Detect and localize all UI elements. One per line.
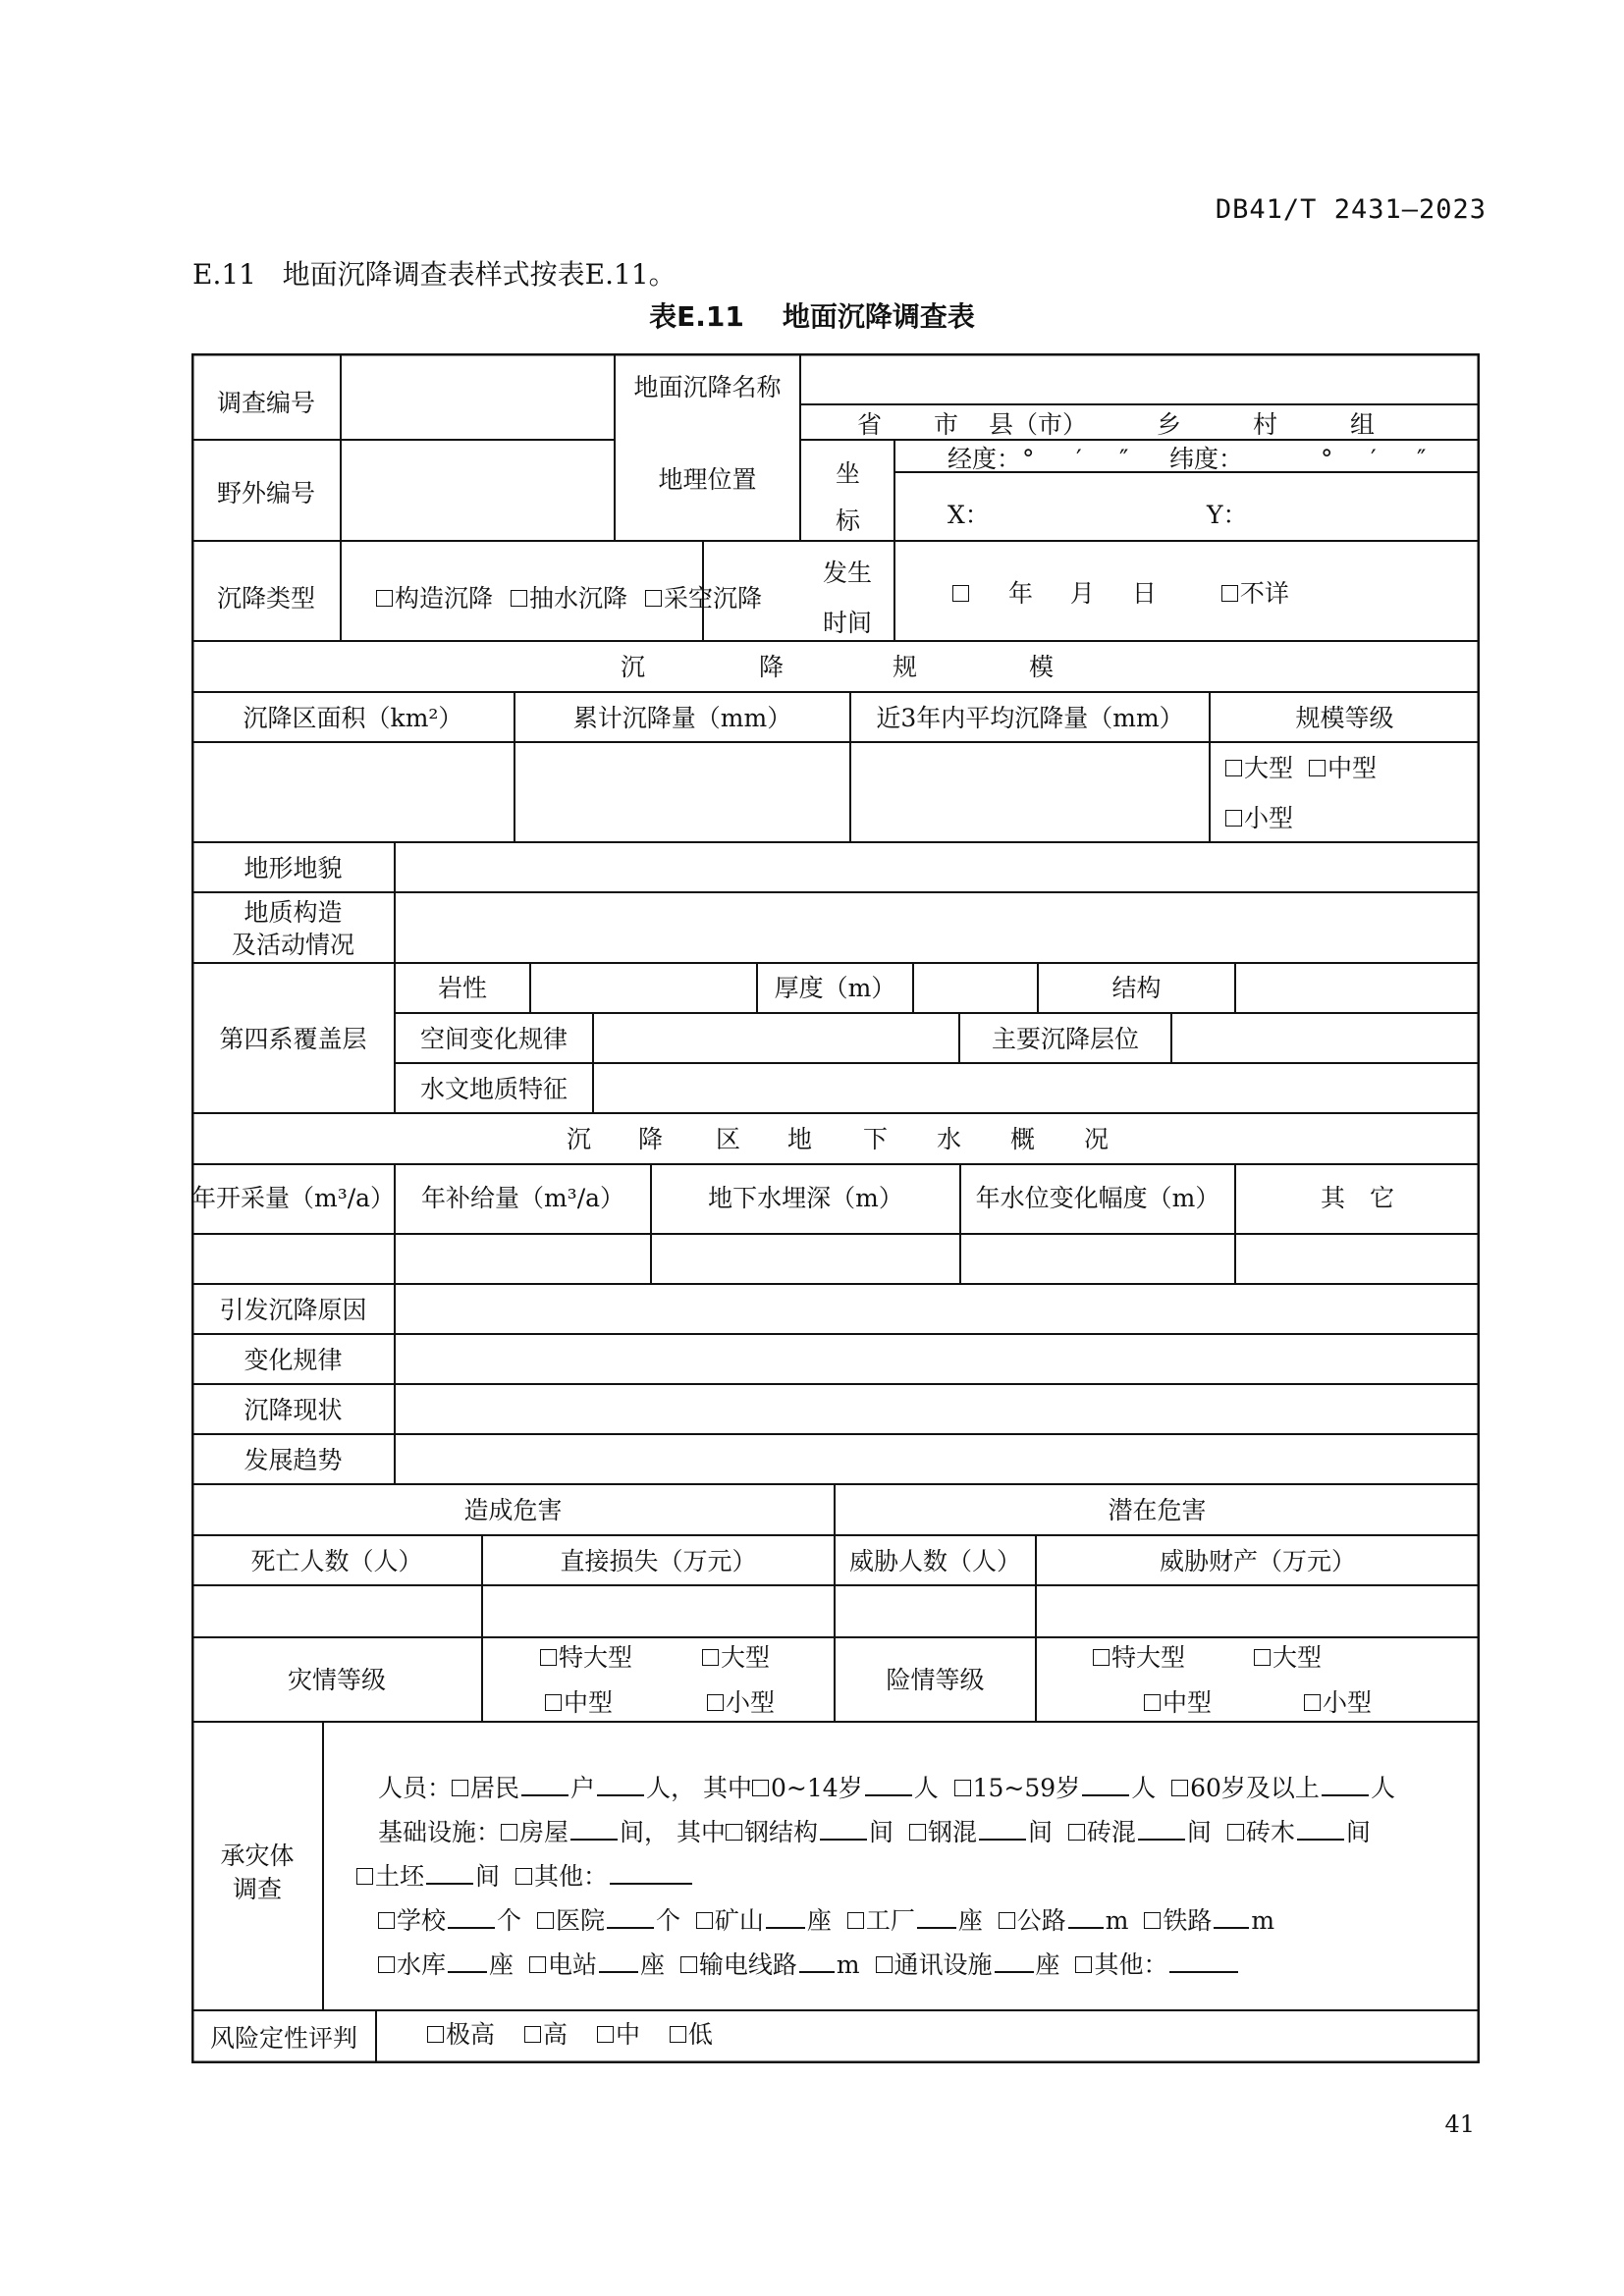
carrier-line-utilities [378,1949,1240,1977]
city-label: 市 [934,410,959,439]
disaster-opt-4-label: 小型 [726,1688,776,1717]
station-blank[interactable] [599,1949,638,1973]
house-jian: 间 [620,1818,645,1846]
lat-deg: ° [1321,445,1333,473]
factory-zuo: 座 [957,1906,983,1935]
date-fields [952,581,1289,606]
danger-opt-2 [1254,1645,1322,1670]
earth-label: 土坯 [375,1862,425,1891]
age1-blank[interactable] [865,1773,912,1796]
earth-blank[interactable] [426,1861,473,1885]
type-option-3: 采空沉降 [663,584,762,613]
village-label: 村 [1253,410,1278,439]
lon-min: ′ [1076,445,1082,473]
extract-header: 年开采量（m³/a） [191,1184,396,1212]
brick-jian: 间 [1186,1818,1212,1846]
danger-checkbox-4[interactable] [1304,1694,1321,1711]
cum-header: 累计沉降量（mm） [572,704,792,732]
loss-header: 直接损失（万元） [560,1547,757,1575]
among-label-2: 其中 [677,1818,727,1846]
factory-checkbox[interactable] [847,1912,864,1929]
gw-char-5: 下 [863,1125,889,1153]
others-blank[interactable] [610,1861,692,1885]
comm-label: 通讯设施 [893,1950,993,1979]
danger-checkbox-1[interactable] [1093,1649,1110,1666]
area-header: 沉降区面积（km²） [243,704,463,732]
grade-options-row2 [1225,806,1293,830]
threat-property-header: 威胁财产（万元） [1159,1547,1356,1575]
type-option-1: 构造沉降 [395,584,494,613]
lat-min: ′ [1371,445,1377,473]
scale-char-2: 降 [759,653,785,681]
day-label: 日 [1131,579,1157,608]
cause-label: 引发沉降原因 [219,1296,367,1324]
road-label: 公路 [1016,1906,1066,1935]
risk-checkbox-4[interactable] [670,2026,686,2043]
danger-opt-4-label: 小型 [1323,1688,1373,1717]
power-checkbox[interactable] [680,1956,697,1973]
wood-jian: 间 [1345,1818,1371,1846]
danger-checkbox-2[interactable] [1254,1649,1271,1666]
reservoir-label: 水库 [397,1950,447,1979]
others2-checkbox[interactable] [1075,1956,1092,1973]
lon-sec: ″ [1119,445,1129,473]
status-label: 沉降现状 [244,1396,343,1424]
station-checkbox[interactable] [529,1956,546,1973]
trend-label: 发展趋势 [244,1446,343,1474]
thickness-label: 厚度（m） [774,974,896,1002]
hu-label: 户 [570,1774,596,1802]
mine-blank[interactable] [766,1905,805,1929]
page-number: 41 [1444,2110,1475,2138]
grade-small: 小型 [1244,804,1294,832]
risk-opt-3: 中 [615,2020,640,2049]
reservoir-blank[interactable] [448,1949,487,1973]
disaster-opt-3-label: 中型 [564,1688,614,1717]
hospital-blank[interactable] [607,1905,654,1929]
terrain-label: 地形地貌 [244,854,343,882]
danger-opt-4 [1304,1690,1372,1715]
rc-blank[interactable] [979,1817,1026,1841]
rc-jian: 间 [1027,1818,1053,1846]
town-label: 乡 [1157,410,1182,439]
risk-opt-2: 高 [542,2020,568,2049]
age1-ren: 人 [913,1774,939,1802]
age3-label: 60岁及以上 [1190,1774,1320,1802]
carrier-line-earth [356,1861,694,1889]
type-option-2: 抽水沉降 [528,584,627,613]
school-blank[interactable] [448,1905,495,1929]
house-label: 房屋 [519,1818,569,1846]
rail-checkbox[interactable] [1144,1912,1161,1929]
harm-potential-header: 潜在危害 [1108,1496,1207,1524]
deaths-header: 死亡人数（人） [250,1547,423,1575]
risk-options [427,2022,713,2047]
type-checkbox-1[interactable] [376,590,393,607]
road-blank[interactable] [1068,1905,1104,1929]
age1-checkbox[interactable] [752,1780,769,1796]
steel-blank[interactable] [820,1817,867,1841]
disaster-opt-2-label: 大型 [721,1643,771,1672]
danger-opt-3-label: 中型 [1163,1688,1213,1717]
grade-checkbox-medium[interactable] [1309,760,1326,776]
other-header: 其 它 [1320,1184,1394,1212]
steel-checkbox[interactable] [726,1824,742,1841]
time-label-1: 发生 [822,559,872,587]
others2-blank[interactable] [1169,1949,1238,1973]
scale-char-4: 模 [1029,653,1055,681]
coord-label-1: 坐 [836,459,861,488]
carrier-line-facilities [378,1905,1274,1933]
mine-zuo: 座 [806,1906,832,1935]
unknown-label: 不详 [1239,579,1289,608]
structure-label: 结构 [1111,974,1162,1002]
res-persons-blank[interactable] [597,1773,644,1796]
main-layer-label: 主要沉降层位 [991,1025,1139,1053]
grade-header: 规模等级 [1295,704,1394,732]
recharge-header: 年补给量（m³/a） [420,1184,625,1212]
rail-m: m [1251,1906,1275,1935]
harm-caused-header: 造成危害 [463,1496,563,1524]
danger-opt-1-label: 特大型 [1111,1643,1186,1672]
lithology-label: 岩性 [437,974,487,1002]
month-label: 月 [1069,579,1095,608]
carrier-line-people: 人员： 居民 户 人， 其中 0~14岁 人 15~59岁 人 60岁及以上 人 [378,1774,1395,1802]
disaster-checkbox-3[interactable] [545,1694,562,1711]
rc-label: 钢混 [927,1818,977,1846]
disaster-opt-2 [702,1645,770,1670]
comm-blank[interactable] [995,1949,1034,1973]
danger-opt-1 [1093,1645,1185,1670]
date-checkbox[interactable] [952,585,969,602]
age3-checkbox[interactable] [1171,1780,1188,1796]
danger-opt-3 [1144,1690,1212,1715]
hospital-label: 医院 [555,1906,605,1935]
res-households-blank[interactable] [521,1773,568,1796]
age2-label: 15~59岁 [972,1774,1081,1802]
among-label: 其中 [703,1774,753,1802]
grade-checkbox-small[interactable] [1225,810,1242,827]
survey-form [191,353,1480,2063]
danger-grade-label: 险情等级 [886,1666,985,1694]
station-label: 电站 [547,1950,597,1979]
ren-label: 人 [646,1774,672,1802]
danger-checkbox-3[interactable] [1144,1694,1161,1711]
lat-sec: ″ [1417,445,1427,473]
type-label: 沉降类型 [216,584,315,613]
rc-checkbox[interactable] [909,1824,926,1841]
mine-checkbox[interactable] [696,1912,713,1929]
road-m: m [1105,1906,1129,1935]
rail-label: 铁路 [1163,1906,1213,1935]
pattern-label: 变化规律 [244,1346,343,1374]
wood-checkbox[interactable] [1227,1824,1244,1841]
brick-checkbox[interactable] [1068,1824,1085,1841]
clause-text [192,253,677,293]
latitude-label: 纬度： [1169,445,1244,473]
unknown-checkbox[interactable] [1221,585,1238,602]
survey-no-label: 调查编号 [216,389,315,417]
location-label: 地理位置 [658,465,757,494]
group-label: 组 [1350,410,1376,439]
disaster-grade-label: 灾情等级 [287,1666,386,1694]
earth-checkbox[interactable] [356,1868,373,1885]
brick-blank[interactable] [1138,1817,1185,1841]
type-options [376,586,762,611]
factory-blank[interactable] [917,1905,956,1929]
grade-medium: 中型 [1326,754,1377,782]
rail-blank[interactable] [1214,1905,1249,1929]
age3-ren: 人 [1370,1774,1395,1802]
disaster-checkbox-2[interactable] [702,1649,719,1666]
prov-label: 省 [857,410,883,439]
gw-char-3: 区 [716,1125,741,1153]
depth-header: 地下水埋深（m） [708,1184,903,1212]
county-label: 县（市） [989,410,1088,439]
risk-opt-1: 极高 [446,2020,496,2049]
age2-blank[interactable] [1082,1773,1129,1796]
x-coord-label: X： [947,501,990,529]
danger-opt-2-label: 大型 [1272,1643,1323,1672]
clause-number: E.11 [192,258,256,291]
document-code: DB41/T 2431—2023 [1215,194,1487,225]
reservoir-checkbox[interactable] [378,1956,395,1973]
quaternary-label: 第四系覆盖层 [219,1025,367,1053]
geology-label-2: 及活动情况 [231,931,354,959]
hydro-label: 水文地质特征 [419,1075,568,1103]
gw-char-7: 概 [1010,1125,1036,1153]
threat-people-header: 威胁人数（人） [848,1547,1021,1575]
steel-jian: 间 [869,1818,894,1846]
steel-label: 钢结构 [744,1818,819,1846]
mine-label: 矿山 [714,1906,764,1935]
age2-ren: 人 [1131,1774,1157,1802]
gw-char-8: 况 [1084,1125,1110,1153]
wood-label: 砖木 [1245,1818,1295,1846]
caption-number: 表E.11 [649,300,744,333]
carrier-label-2: 调查 [232,1875,282,1903]
lon-deg: ° [1022,445,1035,473]
gw-char-2: 降 [638,1125,664,1153]
caption-title: 地面沉降调查表 [782,300,975,333]
disaster-checkbox-1[interactable] [540,1649,557,1666]
grade-large: 大型 [1244,754,1294,782]
carrier-label-1: 承灾体 [220,1842,295,1870]
res-checkbox[interactable] [452,1780,468,1796]
gw-char-6: 水 [937,1125,962,1153]
house-checkbox[interactable] [501,1824,517,1841]
infra-label: 基础设施： [378,1818,502,1846]
wl-change-header: 年水位变化幅度（m） [975,1184,1220,1212]
power-m: m [836,1950,860,1979]
risk-checkbox-1[interactable] [427,2026,444,2043]
age3-blank[interactable] [1322,1773,1369,1796]
risk-checkbox-2[interactable] [524,2026,541,2043]
others-checkbox[interactable] [515,1868,532,1885]
time-label-2: 时间 [822,609,872,637]
house-blank[interactable] [570,1817,618,1841]
longitude-label: 经度： [947,445,1022,473]
earth-jian: 间 [475,1862,501,1891]
geology-label-1: 地质构造 [244,898,343,927]
disaster-opt-3 [545,1690,613,1715]
people-label: 人员： [378,1774,453,1802]
hospital-checkbox[interactable] [537,1912,554,1929]
disaster-opt-1 [540,1645,632,1670]
school-label: 学校 [397,1906,447,1935]
others-label: 其他： [533,1862,608,1891]
disaster-checkbox-4[interactable] [707,1694,724,1711]
others2-label: 其他： [1094,1950,1168,1979]
table-caption [0,295,1624,335]
reservoir-zuo: 座 [489,1950,514,1979]
risk-label: 风险定性评判 [209,2024,357,2053]
spatial-label: 空间变化规律 [419,1025,568,1053]
risk-checkbox-3[interactable] [597,2026,614,2043]
risk-opt-4: 低 [687,2020,713,2049]
carrier-line-infra: 基础设施： 房屋 间， 其中 钢结构 间 钢混 间 砖混 间 砖木 间 [378,1818,1371,1846]
power-label: 输电线路 [698,1950,797,1979]
gw-char-1: 沉 [567,1125,592,1153]
wood-blank[interactable] [1297,1817,1344,1841]
station-zuo: 座 [639,1950,665,1979]
clause-body: 地面沉降调查表样式按表E.11。 [282,258,677,291]
brick-label: 砖混 [1086,1818,1136,1846]
disaster-opt-4 [707,1690,775,1715]
subsidence-name-label: 地面沉降名称 [633,373,782,401]
type-checkbox-3[interactable] [645,590,662,607]
power-blank[interactable] [799,1949,835,1973]
comm-zuo: 座 [1035,1950,1060,1979]
gw-char-4: 地 [787,1125,813,1153]
grade-options-row1 [1225,756,1377,780]
scale-char-1: 沉 [621,653,646,681]
scale-char-3: 规 [893,653,918,681]
year-label: 年 [1007,579,1033,608]
res-label: 居民 [470,1774,520,1802]
road-checkbox[interactable] [999,1912,1015,1929]
field-no-label: 野外编号 [216,479,315,507]
type-checkbox-2[interactable] [511,590,527,607]
age2-checkbox[interactable] [954,1780,971,1796]
school-ge: 个 [497,1906,522,1935]
factory-label: 工厂 [865,1906,915,1935]
hospital-ge: 个 [655,1906,680,1935]
school-checkbox[interactable] [378,1912,395,1929]
disaster-opt-1-label: 特大型 [559,1643,633,1672]
age1-label: 0~14岁 [771,1774,863,1802]
comm-checkbox[interactable] [876,1956,893,1973]
avg-header: 近3年内平均沉降量（mm） [876,704,1184,732]
grade-checkbox-large[interactable] [1225,760,1242,776]
coord-label-2: 标 [836,507,861,535]
y-coord-label: Y： [1207,501,1248,529]
